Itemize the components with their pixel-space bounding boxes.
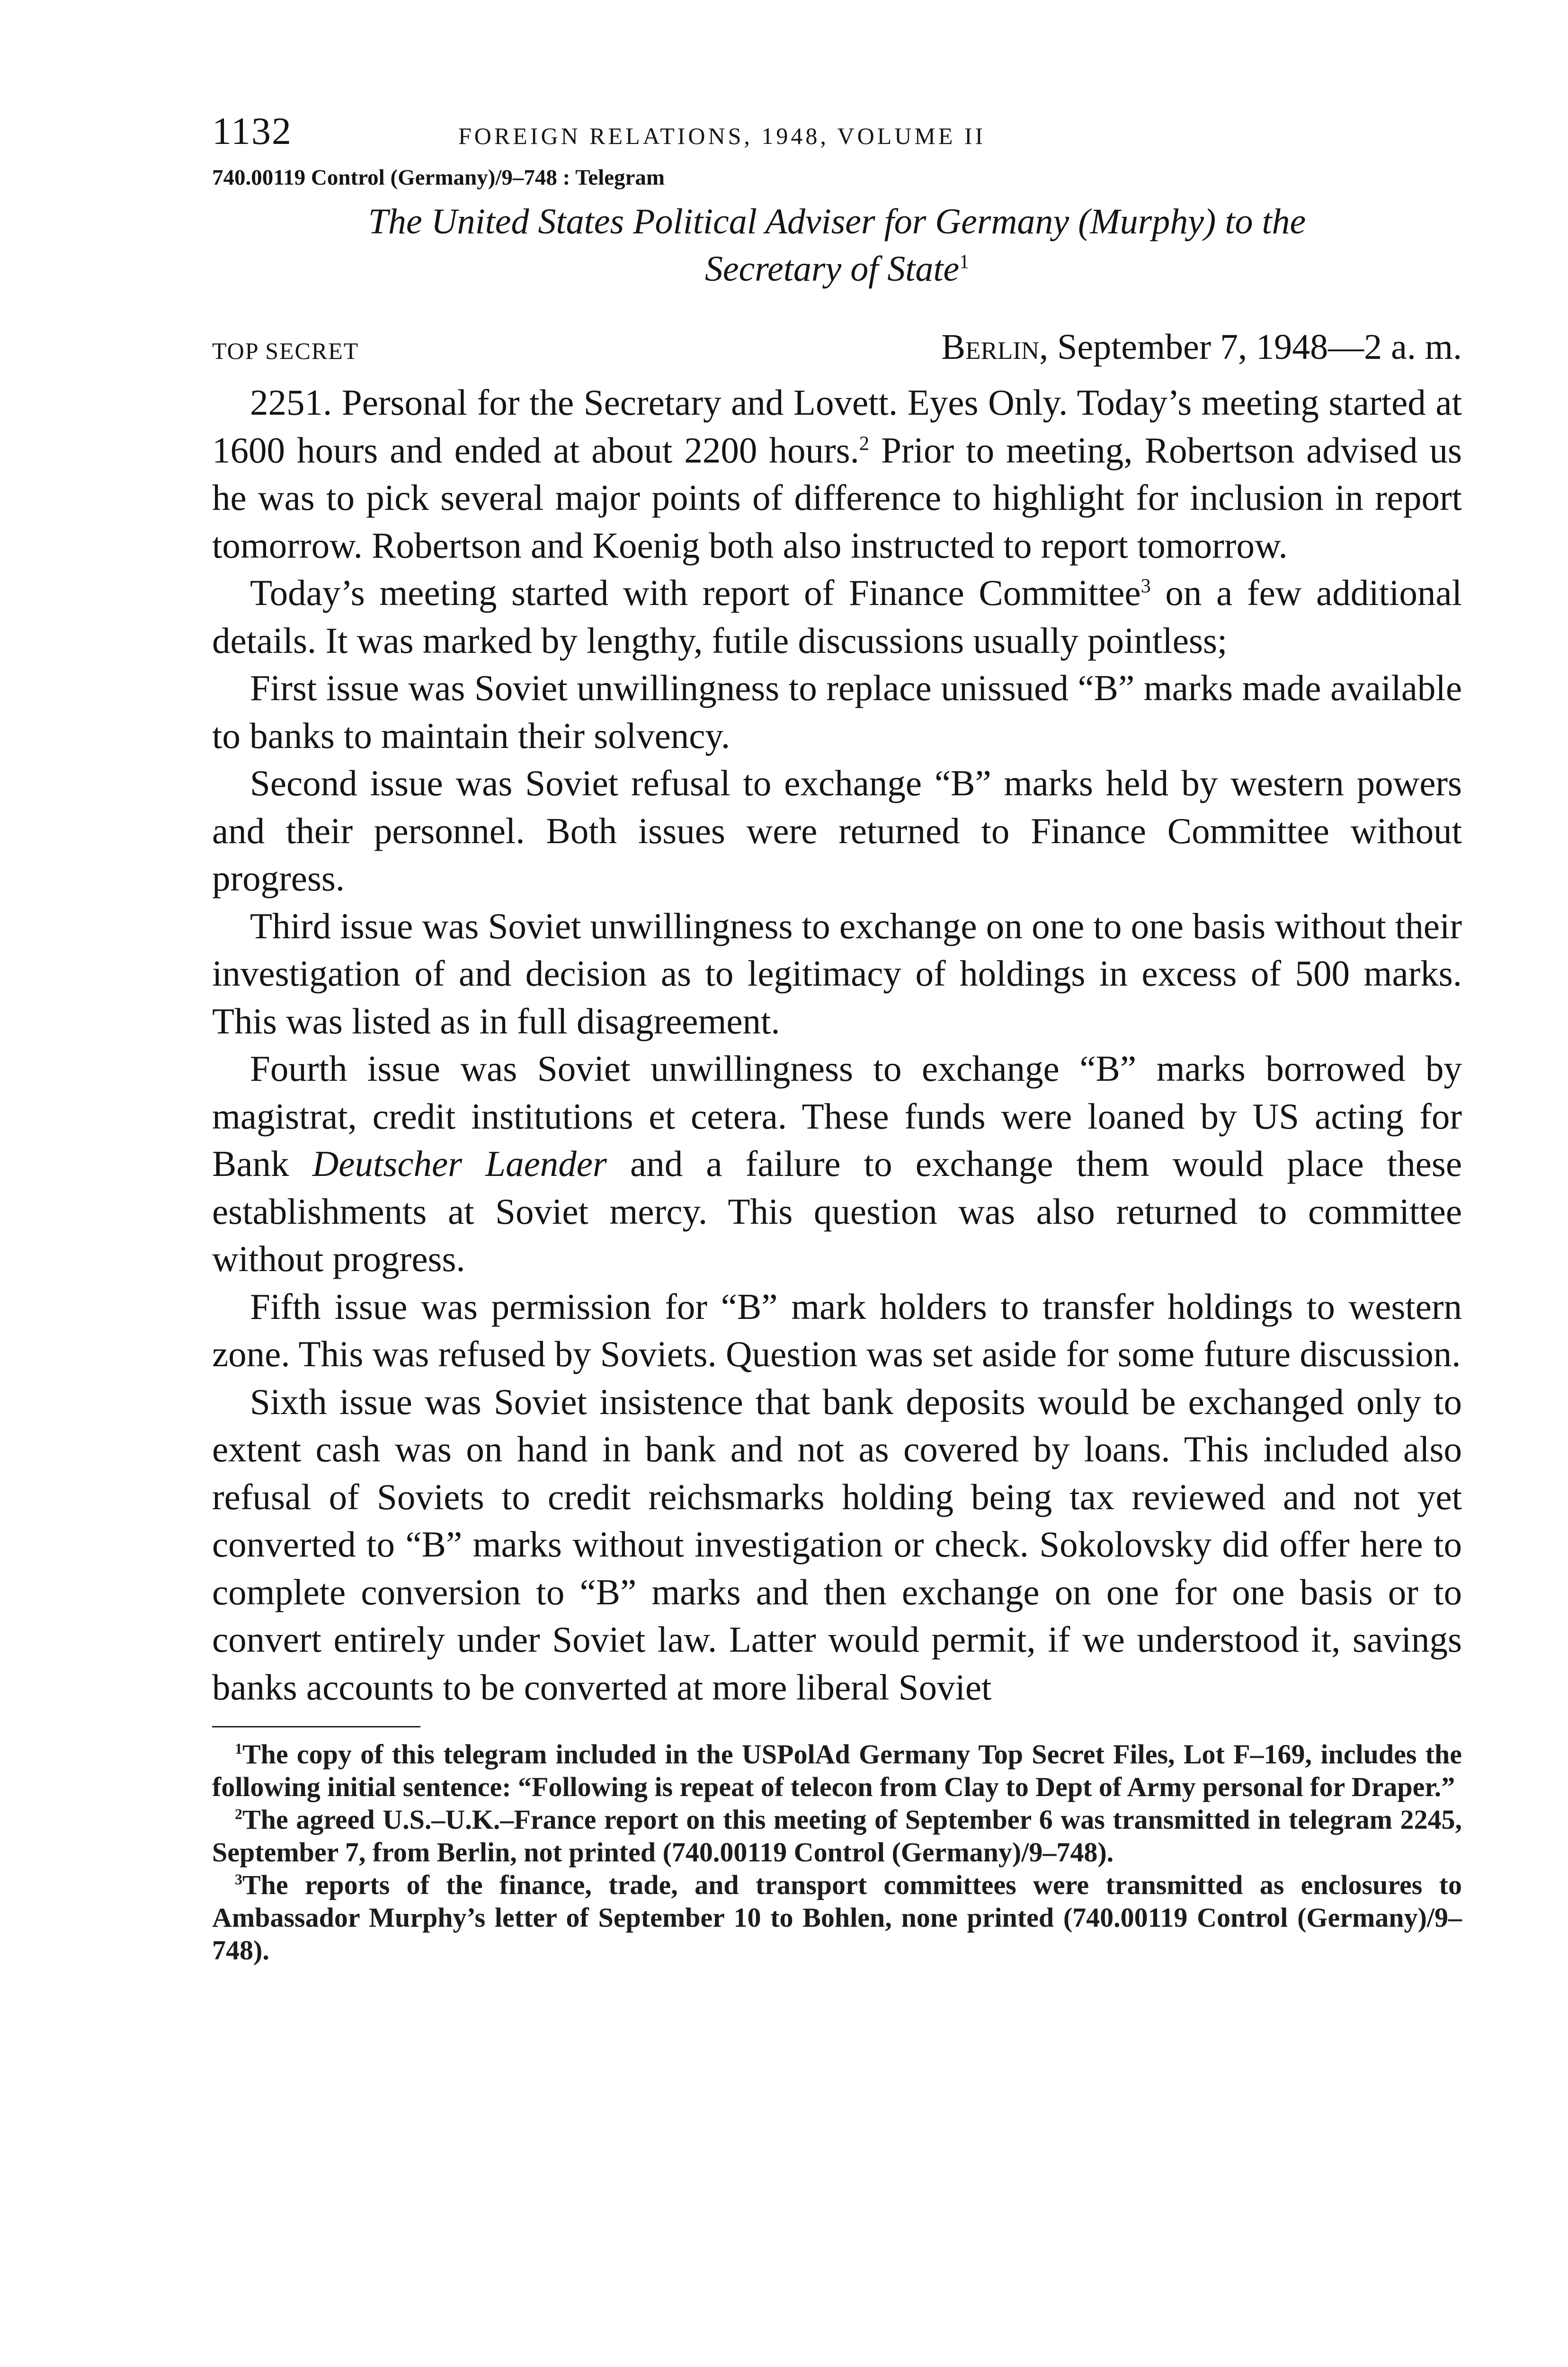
running-title: FOREIGN RELATIONS, 1948, VOLUME II [458,123,986,149]
footnote-1-text: The copy of this telegram included in the USPolAd Germany Top Secret Files, Lot F–169, includes the following initial sentence: “Following is repeat of telecon from Clay to Dept of Army personal for Draper.” [212,1739,1462,1802]
footnote-1 [212,1738,1462,1803]
running-head [212,109,1462,161]
paragraph-1-b: Prior to meeting, Robertson advised us he was to pick several major points of difference to highlight for inclusion in report tomorrow. Robertson and Koenig both also instructed to report tomorrow. [212,429,1462,566]
footnote-divider [212,1726,420,1727]
classification-label: TOP SECRET [212,338,359,364]
dateline [212,327,1462,379]
footnote-2-text: The agreed U.S.–U.K.–France report on this meeting of September 6 was transmitted in telegram 2245, September 7, from Berlin, not printed (740.00119 Control (Germany)/9–748). [212,1804,1462,1868]
paragraph-6 [212,1045,1462,1283]
footnote-3-mark: 3 [235,1871,242,1888]
paragraph-1-a: 2251. Personal for the Secretary and Lovett. Eyes Only. Today’s meeting started at 1600 hours and ended at about 2200 hours. [212,382,1462,471]
document-title [212,198,1462,293]
place-name: Berlin [941,327,1040,367]
title-line-2-text: Secretary of State [704,249,960,289]
file-reference: 740.00119 Control (Germany)/9–748 : Telegram [212,165,665,190]
footnote-2 [212,1803,1462,1869]
date-time: , September 7, 1948—2 a. m. [1039,327,1462,367]
document-page [212,109,1462,1967]
footnote-ref-2: 2 [859,432,870,454]
footnote-3 [212,1869,1462,1967]
paragraph-2-a: Today’s meeting started with report of Finance Committee [250,572,1141,613]
telegram-body [212,379,1462,1711]
paragraph-5: Third issue was Soviet unwillingness to exchange on one to one basis without their investigation of and decision as to legitimacy of holdings in excess of 500 marks. This was listed as in full disagreement. [212,905,1462,1041]
footnote-ref-3: 3 [1140,575,1151,597]
place-date [941,327,1462,368]
title-line-1: The United States Political Adviser for Germany (Murphy) to the [368,202,1306,241]
title-line-2 [212,245,1462,293]
footnote-2-mark: 2 [235,1806,242,1823]
footnote-ref-1: 1 [959,251,970,273]
page-number: 1132 [212,109,292,152]
paragraph-6-a: Fourth issue was Soviet unwillingness to exchange “B” marks borrowed by magistrat, credit institutions et cetera. These funds were loaned by US acting for Bank [212,1048,1462,1184]
paragraph-7: Fifth issue was permission for “B” mark holders to transfer holdings to western zone. This was refused by Soviets. Question was set aside for some future discussion. [212,1286,1462,1374]
paragraph-6-b: and a failure to exchange them would place these establishments at Soviet mercy. This question was also returned to committee without progress. [212,1143,1462,1279]
footnotes [212,1738,1462,1967]
paragraph-1 [212,379,1462,569]
bank-name-italic: Deutscher Laender [312,1143,607,1184]
footnote-3-text: The reports of the finance, trade, and transport committees were transmitted as enclosures to Ambassador Murphy’s letter of September 10 to Bohlen, none printed (740.00119 Control (Germany)/9–748). [212,1869,1462,1966]
footnote-1-mark: 1 [235,1740,242,1757]
paragraph-8: Sixth issue was Soviet insistence that bank deposits would be exchanged only to extent cash was on hand in bank and not as covered by loans. This included also refusal of Soviets to credit reichsmarks holding being tax reviewed and not yet converted to “B” marks without investigation or check. Sokolovsky did offer here to complete conversion to “B” marks and then exchange on one for one basis or to convert entirely under Soviet law. Latter would permit, if we understood it, savings banks accounts to be converted at more liberal Soviet [212,1381,1462,1708]
paragraph-2-b: on a few additional details. It was marked by lengthy, futile discussions usually pointless; [212,572,1462,661]
paragraph-3: First issue was Soviet unwillingness to replace unissued “B” marks made available to banks to maintain their solvency. [212,667,1462,756]
paragraph-4: Second issue was Soviet refusal to exchange “B” marks held by western powers and their personnel. Both issues were returned to Finance Committee without progress. [212,763,1462,899]
paragraph-2 [212,569,1462,664]
